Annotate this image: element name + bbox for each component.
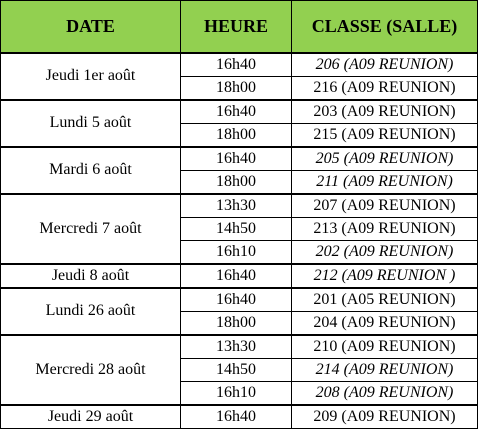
table-row — [1, 335, 478, 359]
time-cell: 16h40 — [181, 100, 292, 124]
time-cell: 13h30 — [181, 335, 292, 359]
class-room-cell: 205 (A09 REUNION) — [292, 147, 478, 171]
table-row — [1, 264, 478, 288]
time-cell: 18h00 — [181, 311, 292, 335]
header-heure: HEURE — [181, 1, 292, 53]
header-row — [1, 1, 478, 53]
table-row — [1, 100, 478, 124]
header-classe: CLASSE (SALLE) — [292, 1, 478, 53]
class-room-cell: 211 (A09 REUNION) — [292, 170, 478, 194]
date-cell: Jeudi 8 août — [1, 264, 181, 288]
date-cell: Jeudi 29 août — [1, 405, 181, 429]
class-room-cell: 215 (A09 REUNION) — [292, 123, 478, 147]
date-cell: Lundi 5 août — [1, 100, 181, 147]
table-row — [1, 53, 478, 77]
class-room-cell: 203 (A09 REUNION) — [292, 100, 478, 124]
class-room-cell: 204 (A09 REUNION) — [292, 311, 478, 335]
time-cell: 16h40 — [181, 405, 292, 429]
time-cell: 16h40 — [181, 147, 292, 171]
class-room-cell: 214 (A09 REUNION) — [292, 358, 478, 381]
table-header — [1, 1, 478, 53]
date-cell: Mardi 6 août — [1, 147, 181, 194]
time-cell: 18h00 — [181, 123, 292, 147]
table-row — [1, 147, 478, 171]
class-room-cell: 207 (A09 REUNION) — [292, 194, 478, 218]
header-date: DATE — [1, 1, 181, 53]
date-cell: Mercredi 7 août — [1, 194, 181, 264]
class-room-cell: 216 (A09 REUNION) — [292, 76, 478, 100]
class-room-cell: 206 (A09 REUNION) — [292, 53, 478, 77]
table-row — [1, 405, 478, 429]
class-room-cell: 209 (A09 REUNION) — [292, 405, 478, 429]
class-room-cell: 213 (A09 REUNION) — [292, 217, 478, 240]
time-cell: 16h40 — [181, 53, 292, 77]
time-cell: 16h10 — [181, 382, 292, 406]
class-room-cell: 208 (A09 REUNION) — [292, 382, 478, 406]
date-cell: Jeudi 1er août — [1, 53, 181, 100]
time-cell: 14h50 — [181, 217, 292, 240]
class-room-cell: 201 (A05 REUNION) — [292, 288, 478, 312]
date-cell: Lundi 26 août — [1, 288, 181, 335]
time-cell: 18h00 — [181, 170, 292, 194]
time-cell: 13h30 — [181, 194, 292, 218]
class-room-cell: 202 (A09 REUNION) — [292, 240, 478, 264]
class-room-cell: 212 (A09 REUNION ) — [292, 264, 478, 288]
date-cell: Mercredi 28 août — [1, 335, 181, 405]
time-cell: 14h50 — [181, 358, 292, 381]
time-cell: 16h10 — [181, 240, 292, 264]
time-cell: 18h00 — [181, 76, 292, 100]
table-row — [1, 194, 478, 218]
time-cell: 16h40 — [181, 264, 292, 288]
table-row — [1, 288, 478, 312]
class-room-cell: 210 (A09 REUNION) — [292, 335, 478, 359]
time-cell: 16h40 — [181, 288, 292, 312]
table-body — [1, 53, 478, 429]
